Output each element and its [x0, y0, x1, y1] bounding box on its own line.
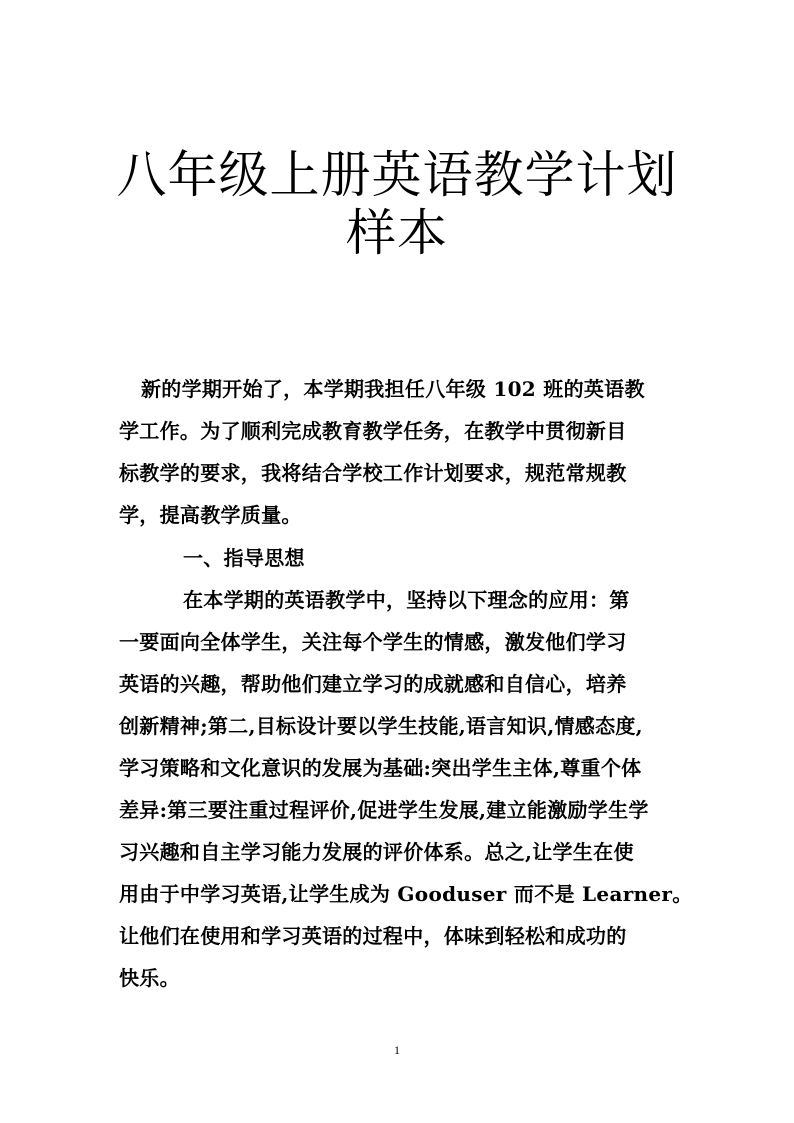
document-title-line-2: 样本 [346, 204, 448, 262]
body-line-15: 快乐。 [119, 966, 180, 990]
body-line-14: 让他们在使用和学习英语的过程中，体味到轻松和成功的 [119, 924, 627, 948]
body-line-8: 英语的兴趣，帮助他们建立学习的成就感和自信心，培养 [119, 672, 627, 696]
body-line-13: 用由于中学习英语,让学生成为 Gooduser 而不是 Learner。 [119, 882, 693, 906]
body-line-2: 学工作。为了顺利完成教育教学任务，在教学中贯彻新目 [119, 419, 627, 443]
body-line-7: 一要面向全体学生，关注每个学生的情感，激发他们学习 [119, 630, 627, 654]
body-line-12: 习兴趣和自主学习能力发展的评价体系。总之,让学生在使 [119, 840, 634, 864]
body-line-4: 学，提高教学质量。 [119, 503, 302, 527]
body-line-6: 在本学期的英语教学中，坚持以下理念的应用：第 [183, 588, 630, 612]
body-line-11: 差异:第三要注重过程评价,促进学生发展,建立能激励学生学 [119, 798, 649, 822]
body-line-10: 学习策略和文化意识的发展为基础:突出学生主体,尊重个体 [119, 756, 642, 780]
body-line-9: 创新精神;第二,目标设计要以学生技能,语言知识,情感态度, [119, 714, 643, 738]
document-title-line-1: 八年级上册英语教学计划 [116, 146, 678, 204]
section-heading-1: 一、指导思想 [183, 546, 305, 570]
page-number: 1 [394, 1043, 400, 1057]
body-line-3: 标教学的要求，我将结合学校工作计划要求，规范常规教 [119, 461, 627, 485]
body-line-1: 新的学期开始了，本学期我担任八年级 102 班的英语教 [141, 377, 645, 401]
